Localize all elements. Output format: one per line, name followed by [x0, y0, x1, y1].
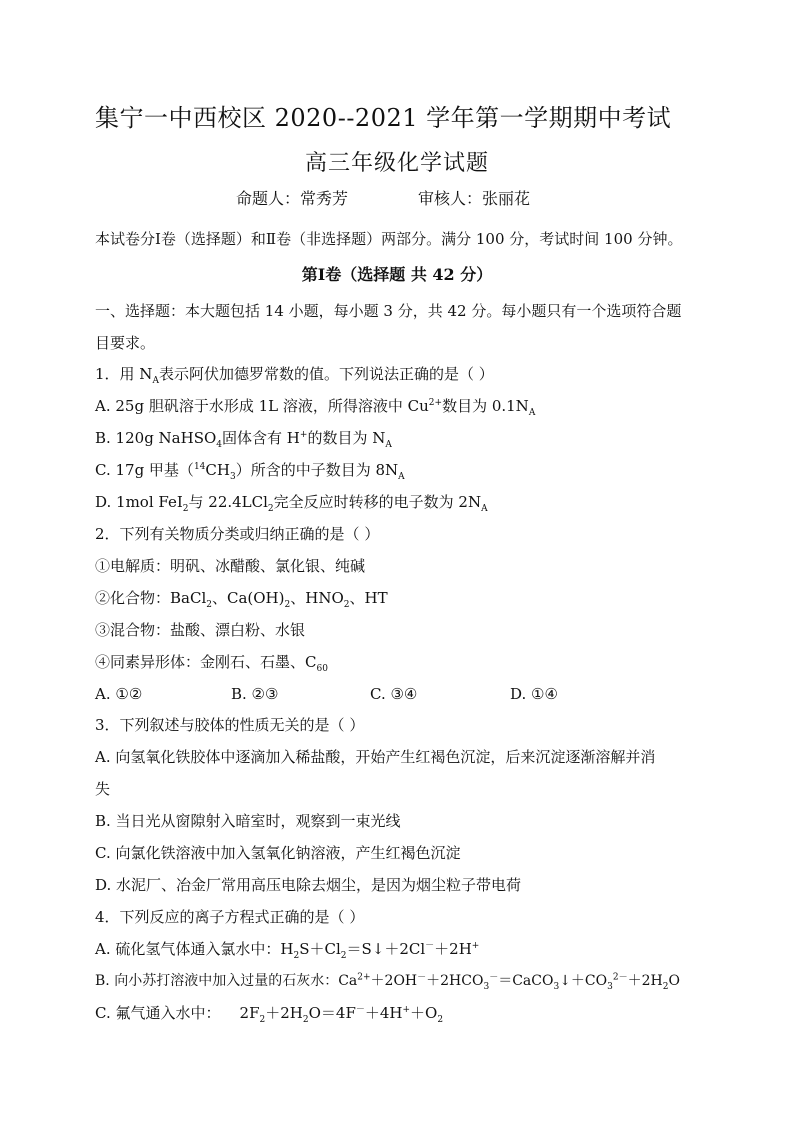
question-1-stem: 1．用 $N_A$表示阿伏加德罗常数的值。下列说法正确的是（ ） [95, 365, 494, 386]
author-line [236, 186, 530, 209]
question-2-stem: 2．下列有关物质分类或归纳正确的是（ ） [95, 525, 380, 543]
question-4-option-b: B. 向小苏打溶液中加入过量的石灰水：$Ca^{2+}+2OH^-+2HCO_3^-=CaCO_3↓+CO_3^{2-}+2H_2O$ [95, 972, 680, 992]
exam-title: 集宁一中西校区 2020--2021 学年第一学期期中考试 [95, 104, 672, 132]
question-3-option-c: C. 向氯化铁溶液中加入氢氧化钠溶液，产生红褐色沉淀 [95, 844, 461, 862]
question-3-stem: 3．下列叙述与胶体的性质无关的是（ ） [95, 716, 365, 734]
choice-d: D. ①④ [510, 685, 558, 703]
intro-text: 本试卷分Ⅰ卷（选择题）和Ⅱ卷（非选择题）两部分。满分 100 分，考试时间 100 分钟。 [95, 230, 683, 248]
exam-subtitle: 高三年级化学试题 [304, 151, 489, 176]
question-3-option-a-line-2: 失 [95, 780, 111, 798]
question-1-option-a: A. 25g 胆矾溶于水形成 1L 溶液，所得溶液中 $Cu^{2+}$数目为 $0.1N_A$ [95, 397, 536, 418]
question-3-option-b: B. 当日光从窗隙射入暗室时，观察到一束光线 [95, 812, 401, 830]
question-4-stem: 4．下列反应的离子方程式正确的是（ ） [95, 908, 365, 926]
question-4-option-c: C. 氟气通入水中： $2F_2+2H_2O=4F^-+4H^++O_2$ [95, 1004, 444, 1025]
instructions-line-1: 一、选择题：本大题包括 14 小题，每小题 3 分，共 42 分。每小题只有一个选项符合题 [95, 302, 682, 320]
question-3-option-a-line-1: A. 向氢氧化铁胶体中逐滴加入稀盐酸，开始产生红褐色沉淀，后来沉淀逐渐溶解并消 [95, 748, 656, 766]
section-title: 第Ⅰ卷（选择题 共 42 分） [301, 265, 493, 284]
question-3-option-d: D. 水泥厂、冶金厂常用高压电除去烟尘，是因为烟尘粒子带电荷 [95, 876, 522, 894]
choice-b: B. ②③ [231, 685, 279, 703]
question-1-option-b: B. 120g NaHSO$_4$固体含有 H+的数目为 $N_A$ [95, 429, 392, 450]
instructions-line-2: 目要求。 [95, 334, 156, 352]
question-1-option-c: C. 17g 甲基$(^{14}CH_3)$所含的中子数目为 $8N_A$ [95, 461, 405, 482]
question-2-choices [95, 684, 558, 704]
question-1-option-d: D. 1mol FeI$_2$与 22.4LCl$_2$完全反应时转移的电子数为 $2N_A$ [95, 493, 488, 514]
reviewer-label: 审核人：张丽花 [418, 189, 531, 208]
question-2-item-3: ③混合物：盐酸、漂白粉、水银 [95, 621, 306, 639]
choice-c: C. ③④ [370, 685, 418, 703]
question-2-item-1: ①电解质：明矾、冰醋酸、氯化银、纯碱 [95, 557, 366, 575]
choice-a: A. ①② [95, 685, 143, 703]
question-2-item-2: ②化合物：BaCl$_2$、$Ca(OH)_2$、$HNO_2$、HT [95, 589, 388, 610]
question-4-option-a: A. 硫化氢气体通入氯水中：$H_2S+Cl_2=S↓+2Cl^-+2H^+$ [95, 940, 480, 961]
question-2-item-4: ④同素异形体：金刚石、石墨、$C_{60}$ [95, 653, 328, 674]
author-label: 命题人：常秀芳 [236, 189, 349, 208]
